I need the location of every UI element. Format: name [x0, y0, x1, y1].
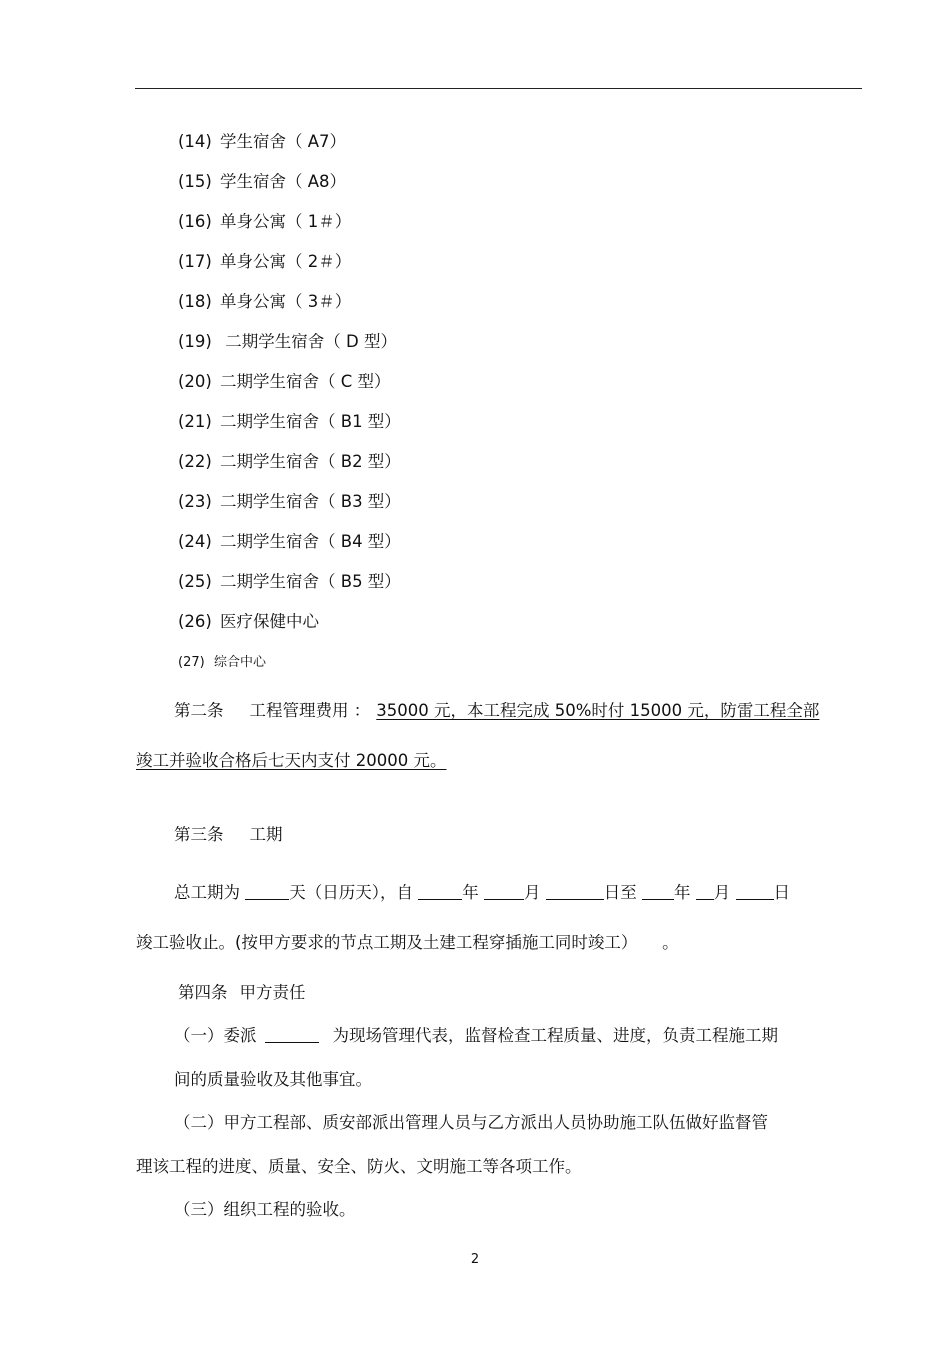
list-item	[178, 652, 266, 674]
list-item	[178, 491, 401, 513]
list-item	[178, 411, 401, 433]
item-number: (16)	[178, 212, 212, 231]
item-number: (22)	[178, 452, 212, 471]
item-number: (17)	[178, 252, 212, 271]
item-text: 单身公寓（ 2＃）	[220, 252, 352, 271]
clause-1-prefix: （一）委派	[174, 1026, 257, 1045]
day-label: 日	[773, 883, 790, 902]
completion-line	[136, 932, 679, 954]
list-item	[178, 131, 346, 153]
day-to-label: 日至	[603, 883, 637, 902]
article-4-heading-line	[178, 982, 306, 1004]
clause-1-line-2	[174, 1069, 372, 1091]
list-item	[178, 571, 401, 593]
clause-2-line-1	[174, 1112, 768, 1134]
item-number: (14)	[178, 132, 212, 151]
page-number: 2	[470, 1252, 480, 1267]
item-text: 二期学生宿舍（ B1 型）	[220, 412, 401, 431]
month-label: 月	[524, 883, 541, 902]
item-number: (27)	[178, 655, 205, 670]
header-rule	[135, 88, 862, 89]
item-text: 学生宿舍（ A8）	[220, 172, 347, 191]
item-number: (25)	[178, 572, 212, 591]
article-4-heading: 第四条	[178, 983, 228, 1002]
list-item	[178, 331, 397, 353]
duration-text: 天（日历天），自	[289, 883, 413, 902]
item-number: (20)	[178, 372, 212, 391]
item-number: (18)	[178, 292, 212, 311]
article-2-line-2	[136, 750, 446, 772]
clause-2-line-2	[136, 1156, 582, 1178]
representative-blank[interactable]	[265, 1026, 319, 1043]
start-year-blank[interactable]	[418, 883, 462, 900]
list-item	[178, 531, 401, 553]
duration-label: 总工期为	[174, 883, 240, 902]
article-2-heading: 第二条	[174, 701, 224, 720]
clause-3-text: （三）组织工程的验收。	[174, 1200, 356, 1219]
duration-line	[174, 882, 790, 904]
days-blank[interactable]	[245, 883, 289, 900]
item-text: 学生宿舍（ A7）	[220, 132, 347, 151]
article-2-label: 工程管理费用 ：	[249, 701, 371, 720]
item-number: (26)	[178, 612, 212, 631]
payment-terms-text: 竣工并验收合格后七天内支付 20000 元。	[136, 751, 447, 770]
clause-2-text: （二）甲方工程部、质安部派出管理人员与乙方派出人员协助施工队伍做好监督管	[174, 1113, 768, 1132]
item-text: 二期学生宿舍（ D 型）	[220, 332, 397, 351]
item-text: 二期学生宿舍（ B5 型）	[220, 572, 401, 591]
end-year-blank[interactable]	[642, 883, 674, 900]
list-item	[178, 611, 319, 633]
item-text: 二期学生宿舍（ B3 型）	[220, 492, 401, 511]
item-text: 二期学生宿舍（ B2 型）	[220, 452, 401, 471]
item-text: 单身公寓（ 3＃）	[220, 292, 352, 311]
year-label: 年	[462, 883, 479, 902]
item-number: (21)	[178, 412, 212, 431]
start-day-blank[interactable]	[546, 883, 604, 900]
item-text: 单身公寓（ 1＃）	[220, 212, 352, 231]
item-text: 综合中心	[214, 655, 267, 670]
item-number: (23)	[178, 492, 212, 511]
end-day-blank[interactable]	[736, 883, 774, 900]
start-month-blank[interactable]	[484, 883, 524, 900]
item-text: 医疗保健中心	[220, 612, 319, 631]
article-3-heading-line	[174, 824, 283, 846]
clause-1-line-1	[174, 1025, 778, 1047]
article-2-line-1	[174, 700, 819, 722]
list-item	[178, 251, 351, 273]
clause-2-continuation: 理该工程的进度、质量、安全、防火、文明施工等各项工作。	[136, 1157, 582, 1176]
item-text: 二期学生宿舍（ C 型）	[220, 372, 391, 391]
item-number: (19)	[178, 332, 212, 351]
month-label: 月	[713, 883, 731, 902]
management-fee-text: 35000 元，本工程完成 50%时付 15000 元，防雷工程全部	[376, 701, 820, 720]
clause-1-continuation: 间的质量验收及其他事宜。	[174, 1070, 372, 1089]
list-item	[178, 171, 346, 193]
item-number: (15)	[178, 172, 212, 191]
item-text: 二期学生宿舍（ B4 型）	[220, 532, 401, 551]
completion-text: 竣工验收止。(按甲方要求的节点工期及土建工程穿插施工同时竣工） 。	[136, 933, 679, 952]
clause-3-line	[174, 1199, 356, 1221]
article-3-heading: 第三条	[174, 825, 224, 844]
list-item	[178, 211, 351, 233]
clause-1-text: 为现场管理代表，监督检查工程质量、进度，负责工程施工期	[332, 1026, 778, 1045]
end-month-blank[interactable]	[696, 883, 714, 900]
list-item	[178, 371, 391, 393]
item-number: (24)	[178, 532, 212, 551]
list-item	[178, 291, 351, 313]
year-label: 年	[674, 883, 691, 902]
article-3-title: 工期	[249, 825, 283, 844]
list-item	[178, 451, 401, 473]
article-4-title: 甲方责任	[239, 983, 306, 1002]
